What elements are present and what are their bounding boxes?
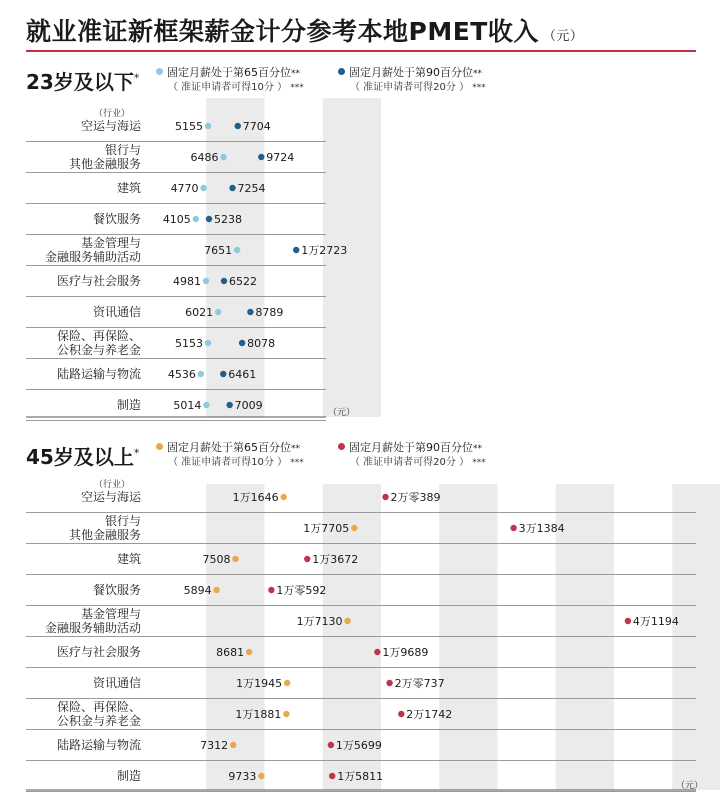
old-p65-point-3 [213, 587, 219, 593]
old-p90-point-9 [329, 773, 335, 779]
old-p65-point-9 [258, 773, 264, 779]
old-category-label-5: 医疗与社会服务 [56, 645, 141, 659]
old-p90-value-label-0: 2万零389 [390, 491, 441, 504]
old-p90-value-label-1: 3万1384 [518, 522, 565, 535]
young-category-label-6: 资讯通信 [92, 305, 141, 319]
old-p65-point-2 [232, 556, 238, 562]
young-legend-p90: 固定月薪处于第90百分位** （ 准证申请者可得20分 ） *** [338, 66, 486, 95]
old-p90-point-2 [304, 556, 310, 562]
young-category-label-4: 基金管理与金融服务辅助活动 [44, 236, 141, 264]
young-p90-value-label-6: 8789 [255, 306, 284, 319]
page-title: 就业准证新框架薪金计分参考本地PMET收入 （元） [26, 17, 584, 46]
old-category-label-6: 资讯通信 [92, 676, 141, 690]
young-section-title: 23岁及以下* [26, 70, 140, 94]
young-category-label-2: 建筑 [116, 181, 141, 195]
young-p65-value-label-2: 4770 [170, 182, 199, 195]
young-p65-value-label-9: 5014 [173, 399, 202, 412]
old-category-label-7: 保险、再保险、公积金与养老金 [56, 700, 141, 728]
old-p65-point-7 [283, 711, 289, 717]
young-p65-value-label-0: 5155 [175, 120, 204, 133]
old-p90-point-7 [398, 711, 404, 717]
young-p90-value-label-9: 7009 [234, 399, 263, 412]
old-p90-point-4 [625, 618, 631, 624]
old-category-label-1: 银行与其他金融服务 [68, 514, 141, 542]
young-p90-value-label-3: 5238 [214, 213, 243, 226]
old-p65-point-4 [344, 618, 350, 624]
young-p65-value-label-1: 6486 [190, 151, 219, 164]
young-p90-value-label-0: 7704 [242, 120, 271, 133]
young-category-label-5: 医疗与社会服务 [56, 274, 141, 288]
old-p65-point-1 [351, 525, 357, 531]
young-p90-value-label-7: 8078 [247, 337, 276, 350]
old-p90-point-1 [510, 525, 516, 531]
old-category-label-2: 建筑 [116, 552, 141, 566]
old-p90-value-label-9: 1万5811 [337, 770, 384, 783]
young-p65-value-label-3: 4105 [162, 213, 191, 226]
old-legend-p90: 固定月薪处于第90百分位** （ 准证申请者可得20分 ） *** [338, 441, 486, 470]
old-p65-value-label-2: 7508 [202, 553, 231, 566]
old-p65-point-0 [280, 494, 286, 500]
old-p90-value-label-7: 2万1742 [406, 708, 453, 721]
old-p90-value-label-2: 1万3672 [312, 553, 359, 566]
young-category-label-8: 陆路运输与物流 [56, 367, 141, 381]
old-p65-value-label-8: 7312 [200, 739, 229, 752]
young-category-axis-label: （行业） [93, 109, 130, 119]
old-p65-value-label-9: 9733 [228, 770, 257, 783]
old-p90-point-8 [328, 742, 334, 748]
old-p90-value-label-8: 1万5699 [335, 739, 382, 752]
old-p90-point-5 [374, 649, 380, 655]
old-p90-value-label-6: 2万零737 [394, 677, 445, 690]
young-category-label-9: 制造 [116, 398, 141, 412]
old-p65-value-label-7: 1万1881 [235, 708, 282, 721]
old-p65-value-label-1: 1万7705 [303, 522, 350, 535]
old-p90-point-3 [268, 587, 274, 593]
old-p65-value-label-6: 1万1945 [236, 677, 283, 690]
young-category-label-0: 空运与海运 [80, 119, 141, 133]
old-category-axis-label: （行业） [93, 480, 130, 490]
young-p90-value-label-4: 1万2723 [301, 244, 348, 257]
young-p90-value-label-8: 6461 [228, 368, 257, 381]
old-p65-value-label-4: 1万7130 [296, 615, 343, 628]
young-p65-value-label-5: 4981 [173, 275, 202, 288]
young-p90-value-label-2: 7254 [237, 182, 266, 195]
old-p65-point-5 [246, 649, 252, 655]
old-category-label-0: 空运与海运 [80, 490, 141, 504]
old-category-label-9: 制造 [116, 769, 141, 783]
old-p90-point-0 [382, 494, 388, 500]
old-p65-point-6 [284, 680, 290, 686]
young-p65-value-label-4: 7651 [204, 244, 233, 257]
old-p65-value-label-3: 5894 [183, 584, 212, 597]
young-p90-value-label-5: 6522 [228, 275, 257, 288]
old-p90-value-label-3: 1万零592 [276, 584, 327, 597]
young-p65-value-label-8: 4536 [167, 368, 196, 381]
old-category-label-4: 基金管理与金融服务辅助活动 [44, 607, 141, 635]
young-category-label-1: 银行与其他金融服务 [68, 143, 141, 171]
old-category-label-8: 陆路运输与物流 [56, 738, 141, 752]
old-p90-point-6 [386, 680, 392, 686]
old-unit-label: （元） [676, 781, 704, 791]
young-p65-value-label-6: 6021 [185, 306, 214, 319]
old-p90-value-label-5: 1万9689 [382, 646, 429, 659]
old-p65-value-label-0: 1万1646 [232, 491, 279, 504]
old-legend-p65: 固定月薪处于第65百分位** （ 准证申请者可得10分 ） *** [156, 441, 304, 470]
old-p90-value-label-4: 4万1194 [632, 615, 679, 628]
old-p65-point-8 [230, 742, 236, 748]
old-p65-value-label-5: 8681 [216, 646, 245, 659]
old-category-label-3: 餐饮服务 [92, 583, 141, 597]
young-category-label-3: 餐饮服务 [92, 212, 141, 226]
young-category-label-7: 保险、再保险、公积金与养老金 [56, 329, 141, 357]
old-section-title: 45岁及以上* [26, 445, 140, 469]
young-unit-label: （元） [328, 408, 356, 418]
title-unit: （元） [542, 29, 584, 44]
young-p90-value-label-1: 9724 [266, 151, 295, 164]
young-p65-value-label-7: 5153 [175, 337, 204, 350]
young-legend-p65: 固定月薪处于第65百分位** （ 准证申请者可得10分 ） *** [156, 66, 304, 95]
